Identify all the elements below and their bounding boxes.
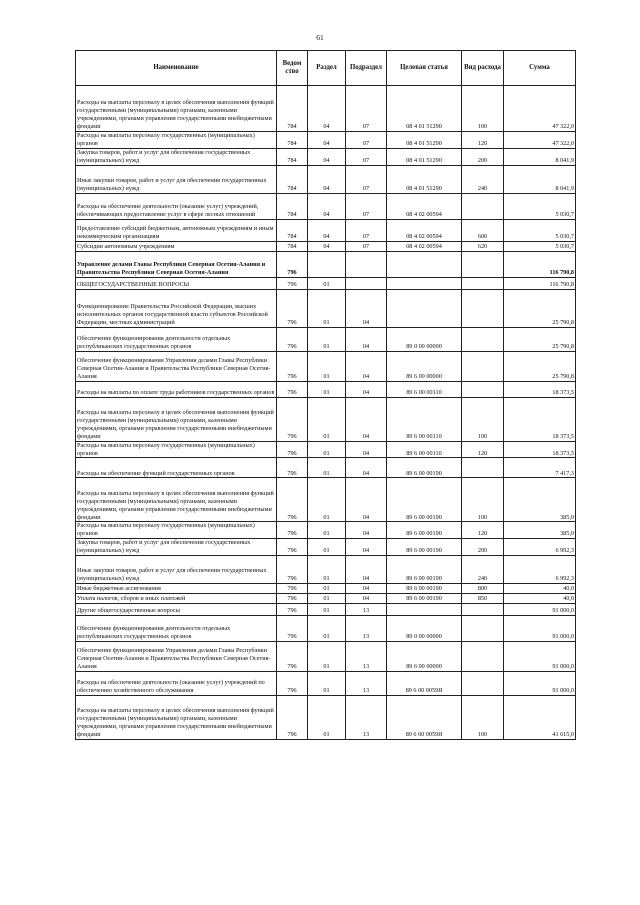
table-row (76, 132, 576, 149)
cell-target: 89 6 00 00190 (387, 594, 462, 604)
header-amount: Сумма (504, 51, 576, 86)
cell-section: 01 (308, 327, 346, 351)
cell-target: 08 4 02 00594 (387, 193, 462, 219)
cell-amount: 47 322,0 (504, 132, 576, 149)
cell-subsection: 04 (346, 458, 387, 478)
cell-target: 08 4 01 51290 (387, 132, 462, 149)
cell-expense: 240 (462, 165, 504, 193)
cell-name: Другие общегосударственные вопросы (76, 604, 277, 616)
cell-name: Обеспечение функционирования деятельности отдельных республиканских государственных органов (76, 327, 277, 351)
table-row (76, 458, 576, 478)
cell-name: Закупка товаров, работ и услуг для обеспечения государственных (муниципальных) нужд (76, 148, 277, 165)
cell-subsection: 04 (346, 441, 387, 458)
cell-name: Иные закупки товаров, работ и услуг для обеспечения государственных (муниципальных) нужд (76, 165, 277, 193)
cell-amount: 8 041,9 (504, 165, 576, 193)
cell-subsection: 13 (346, 672, 387, 696)
cell-section: 01 (308, 478, 346, 522)
cell-expense (462, 381, 504, 397)
cell-dept: 784 (277, 86, 308, 132)
cell-subsection: 04 (346, 584, 387, 594)
cell-dept: 784 (277, 165, 308, 193)
cell-amount: 41 615,0 (504, 696, 576, 740)
table-row (76, 241, 576, 251)
cell-amount: 385,0 (504, 478, 576, 522)
cell-target (387, 289, 462, 327)
cell-subsection: 04 (346, 594, 387, 604)
cell-dept: 796 (277, 277, 308, 289)
table-row (76, 219, 576, 241)
cell-target: 89 6 00 00190 (387, 478, 462, 522)
cell-target: 89 0 00 00000 (387, 616, 462, 642)
header-name: Наименование (76, 51, 277, 86)
cell-section: 04 (308, 193, 346, 219)
cell-dept: 796 (277, 327, 308, 351)
cell-dept: 796 (277, 642, 308, 672)
cell-target: 89 0 00 00000 (387, 327, 462, 351)
cell-subsection: 07 (346, 193, 387, 219)
cell-name: ОБЩЕГОСУДАРСТВЕННЫЕ ВОПРОСЫ (76, 277, 277, 289)
table-row (76, 351, 576, 381)
cell-section: 04 (308, 132, 346, 149)
table-row (76, 165, 576, 193)
cell-name: Расходы на обеспечение деятельности (оказание услуг) учреждений, обеспечивающих предоставление услуг в сфере лесных отношений (76, 193, 277, 219)
cell-dept: 796 (277, 289, 308, 327)
cell-section: 04 (308, 86, 346, 132)
header-section: Раздел (308, 51, 346, 86)
header-target: Целевая статья (387, 51, 462, 86)
cell-expense: 100 (462, 397, 504, 441)
table-row (76, 696, 576, 740)
table-header-row (76, 51, 576, 86)
cell-dept: 784 (277, 219, 308, 241)
cell-subsection: 04 (346, 397, 387, 441)
cell-name: Функционирование Правительства Российской Федерации, высших исполнительных органов государственной власти субъектов Российской Федерации, местных администраций (76, 289, 277, 327)
cell-name: Обеспечение функционирования Управления делами Главы Республики Северная Осетия-Алания и Правительства Республики Северная Осетия-Алания (76, 642, 277, 672)
table-row (76, 148, 576, 165)
cell-amount: 25 790,8 (504, 289, 576, 327)
cell-name: Субсидии автономным учреждениям (76, 241, 277, 251)
cell-section: 01 (308, 616, 346, 642)
cell-section: 01 (308, 556, 346, 584)
page-number: 61 (316, 33, 324, 42)
cell-name: Обеспечение функционирования деятельности отдельных республиканских государственных органов (76, 616, 277, 642)
cell-amount: 5 030,7 (504, 193, 576, 219)
table-row (76, 539, 576, 556)
cell-amount: 91 000,0 (504, 616, 576, 642)
cell-dept: 796 (277, 441, 308, 458)
table-row (76, 584, 576, 594)
cell-target: 89 6 00 0059Я (387, 696, 462, 740)
cell-expense (462, 351, 504, 381)
table-row (76, 193, 576, 219)
cell-amount: 385,0 (504, 522, 576, 539)
table-row (76, 604, 576, 616)
cell-section (308, 251, 346, 277)
table-row (76, 441, 576, 458)
cell-dept: 796 (277, 584, 308, 594)
budget-table (75, 50, 576, 740)
cell-name: Иные закупки товаров, работ и услуг для обеспечения государственных (муниципальных) нужд (76, 556, 277, 584)
cell-section: 01 (308, 696, 346, 740)
cell-subsection: 04 (346, 556, 387, 584)
table-row (76, 556, 576, 584)
cell-expense (462, 672, 504, 696)
cell-section: 01 (308, 522, 346, 539)
cell-expense: 200 (462, 539, 504, 556)
cell-expense: 600 (462, 219, 504, 241)
table-row (76, 594, 576, 604)
cell-amount: 40,0 (504, 594, 576, 604)
cell-expense (462, 289, 504, 327)
cell-dept: 796 (277, 594, 308, 604)
cell-target: 89 6 00 00190 (387, 539, 462, 556)
cell-section: 01 (308, 604, 346, 616)
cell-amount: 8 041,9 (504, 148, 576, 165)
cell-name: Расходы на выплаты персоналу государственных (муниципальных) органов (76, 522, 277, 539)
table-body (76, 86, 576, 740)
cell-expense (462, 616, 504, 642)
cell-amount: 18 373,5 (504, 397, 576, 441)
cell-expense (462, 327, 504, 351)
cell-subsection: 04 (346, 478, 387, 522)
cell-name: Расходы на обеспечение деятельности (оказание услуг) учреждений по обеспечению хозяйственного обслуживания (76, 672, 277, 696)
cell-expense (462, 277, 504, 289)
cell-dept: 796 (277, 381, 308, 397)
cell-amount: 116 790,8 (504, 277, 576, 289)
cell-section: 04 (308, 241, 346, 251)
cell-target (387, 251, 462, 277)
cell-name: Расходы на выплаты персоналу в целях обеспечения выполнения функций государственными (муниципальными) органами, казенными учреждениями, органами управления государственными внебюджетными фондами (76, 86, 277, 132)
cell-expense: 100 (462, 696, 504, 740)
cell-dept: 784 (277, 148, 308, 165)
cell-dept: 796 (277, 604, 308, 616)
cell-target: 89 6 00 00190 (387, 458, 462, 478)
cell-target: 08 4 01 51290 (387, 165, 462, 193)
cell-target: 89 6 00 00110 (387, 381, 462, 397)
cell-name: Расходы на выплаты персоналу в целях обеспечения выполнения функций государственными (муниципальными) органами, казенными учреждениями, органами управления государственными внебюджетными фондами (76, 696, 277, 740)
cell-dept: 796 (277, 251, 308, 277)
cell-target: 89 6 00 00190 (387, 522, 462, 539)
cell-section: 01 (308, 672, 346, 696)
cell-name: Обеспечение функционирования Управления делами Главы Республики Северная Осетия-Алания и Правительства Республики Северная Осетия-Алания (76, 351, 277, 381)
cell-amount: 91 000,0 (504, 672, 576, 696)
cell-target: 08 4 01 51290 (387, 86, 462, 132)
cell-dept: 796 (277, 522, 308, 539)
cell-subsection (346, 251, 387, 277)
cell-subsection: 04 (346, 289, 387, 327)
cell-amount: 25 790,8 (504, 327, 576, 351)
cell-section: 01 (308, 458, 346, 478)
cell-section: 01 (308, 584, 346, 594)
cell-target: 08 4 02 00594 (387, 219, 462, 241)
cell-dept: 796 (277, 696, 308, 740)
cell-target: 08 4 01 51290 (387, 148, 462, 165)
cell-section: 04 (308, 165, 346, 193)
cell-section: 01 (308, 441, 346, 458)
cell-dept: 796 (277, 539, 308, 556)
cell-dept: 784 (277, 193, 308, 219)
cell-amount: 6 992,3 (504, 539, 576, 556)
cell-expense: 200 (462, 148, 504, 165)
cell-name: Расходы на обеспечение функций государственных органов (76, 458, 277, 478)
cell-expense: 120 (462, 522, 504, 539)
cell-amount: 40,0 (504, 584, 576, 594)
cell-expense (462, 458, 504, 478)
cell-dept: 796 (277, 616, 308, 642)
cell-expense: 850 (462, 594, 504, 604)
cell-amount: 18 373,5 (504, 381, 576, 397)
cell-section: 01 (308, 351, 346, 381)
cell-name: Расходы на выплаты персоналу государственных (муниципальных) органов (76, 132, 277, 149)
cell-subsection: 04 (346, 381, 387, 397)
cell-amount: 5 030,7 (504, 219, 576, 241)
cell-name: Расходы на выплаты персоналу государственных (муниципальных) органов (76, 441, 277, 458)
cell-amount: 91 000,0 (504, 604, 576, 616)
cell-amount: 116 790,8 (504, 251, 576, 277)
header-expense: Вид расхода (462, 51, 504, 86)
cell-subsection: 04 (346, 539, 387, 556)
cell-subsection: 04 (346, 351, 387, 381)
cell-section: 01 (308, 289, 346, 327)
cell-name: Закупка товаров, работ и услуг для обеспечения государственных (муниципальных) нужд (76, 539, 277, 556)
header-dept: Ведом ство (277, 51, 308, 86)
cell-subsection: 04 (346, 522, 387, 539)
cell-section: 01 (308, 381, 346, 397)
cell-subsection: 07 (346, 241, 387, 251)
cell-subsection: 07 (346, 132, 387, 149)
cell-target: 89 6 00 00000 (387, 642, 462, 672)
cell-section: 01 (308, 594, 346, 604)
table-row (76, 642, 576, 672)
cell-dept: 796 (277, 478, 308, 522)
cell-section: 04 (308, 148, 346, 165)
cell-expense: 240 (462, 556, 504, 584)
cell-dept: 796 (277, 672, 308, 696)
cell-expense (462, 642, 504, 672)
table-row (76, 277, 576, 289)
cell-section: 01 (308, 397, 346, 441)
cell-expense: 100 (462, 478, 504, 522)
cell-target: 08 4 02 00594 (387, 241, 462, 251)
header-subsection: Подраздел (346, 51, 387, 86)
cell-subsection: 07 (346, 86, 387, 132)
cell-section: 01 (308, 642, 346, 672)
cell-section: 01 (308, 277, 346, 289)
cell-amount: 47 322,0 (504, 86, 576, 132)
cell-section: 04 (308, 219, 346, 241)
cell-subsection: 13 (346, 604, 387, 616)
cell-amount: 91 000,0 (504, 642, 576, 672)
table-row (76, 251, 576, 277)
table-row (76, 478, 576, 522)
cell-amount: 5 030,7 (504, 241, 576, 251)
table-row (76, 616, 576, 642)
cell-dept: 796 (277, 397, 308, 441)
cell-expense: 800 (462, 584, 504, 594)
cell-name: Расходы на выплаты по оплате труда работников государственных органов (76, 381, 277, 397)
table-row (76, 327, 576, 351)
cell-dept: 796 (277, 556, 308, 584)
cell-name: Управление делами Главы Республики Северная Осетия-Алания и Правительства Республики Северная Осетия-Алания (76, 251, 277, 277)
cell-target (387, 604, 462, 616)
cell-expense: 120 (462, 132, 504, 149)
cell-target: 89 6 00 00110 (387, 397, 462, 441)
cell-amount: 18 373,5 (504, 441, 576, 458)
cell-amount: 25 790,8 (504, 351, 576, 381)
cell-target: 89 6 00 00190 (387, 584, 462, 594)
cell-dept: 784 (277, 241, 308, 251)
cell-dept: 796 (277, 458, 308, 478)
cell-subsection (346, 277, 387, 289)
cell-subsection: 13 (346, 696, 387, 740)
cell-subsection: 07 (346, 165, 387, 193)
cell-amount: 6 992,3 (504, 556, 576, 584)
table-row (76, 86, 576, 132)
table-row (76, 289, 576, 327)
cell-name: Расходы на выплаты персоналу в целях обеспечения выполнения функций государственными (муниципальными) органами, казенными учреждениями, органами управления государственными внебюджетными фондами (76, 478, 277, 522)
cell-expense (462, 604, 504, 616)
cell-subsection: 13 (346, 642, 387, 672)
cell-dept: 796 (277, 351, 308, 381)
cell-target: 89 6 00 00190 (387, 556, 462, 584)
cell-subsection: 07 (346, 219, 387, 241)
cell-subsection: 04 (346, 327, 387, 351)
cell-expense (462, 193, 504, 219)
table-row (76, 672, 576, 696)
cell-name: Иные бюджетные ассигнования (76, 584, 277, 594)
table-row (76, 522, 576, 539)
cell-target: 89 6 00 00110 (387, 441, 462, 458)
cell-name: Уплата налогов, сборов и иных платежей (76, 594, 277, 604)
cell-expense: 120 (462, 441, 504, 458)
cell-expense: 100 (462, 86, 504, 132)
cell-subsection: 07 (346, 148, 387, 165)
cell-expense (462, 251, 504, 277)
cell-section: 01 (308, 539, 346, 556)
cell-name: Предоставление субсидий бюджетным, автономным учреждениям и иным некоммерческим организациям (76, 219, 277, 241)
cell-target: 89 6 00 0059Я (387, 672, 462, 696)
cell-dept: 784 (277, 132, 308, 149)
cell-expense: 620 (462, 241, 504, 251)
cell-subsection: 13 (346, 616, 387, 642)
cell-amount: 7 417,3 (504, 458, 576, 478)
table-row (76, 381, 576, 397)
cell-target: 89 6 00 00000 (387, 351, 462, 381)
table-row (76, 397, 576, 441)
cell-name: Расходы на выплаты персоналу в целях обеспечения выполнения функций государственными (муниципальными) органами, казенными учреждениями, органами управления государственными внебюджетными фондами (76, 397, 277, 441)
cell-target (387, 277, 462, 289)
